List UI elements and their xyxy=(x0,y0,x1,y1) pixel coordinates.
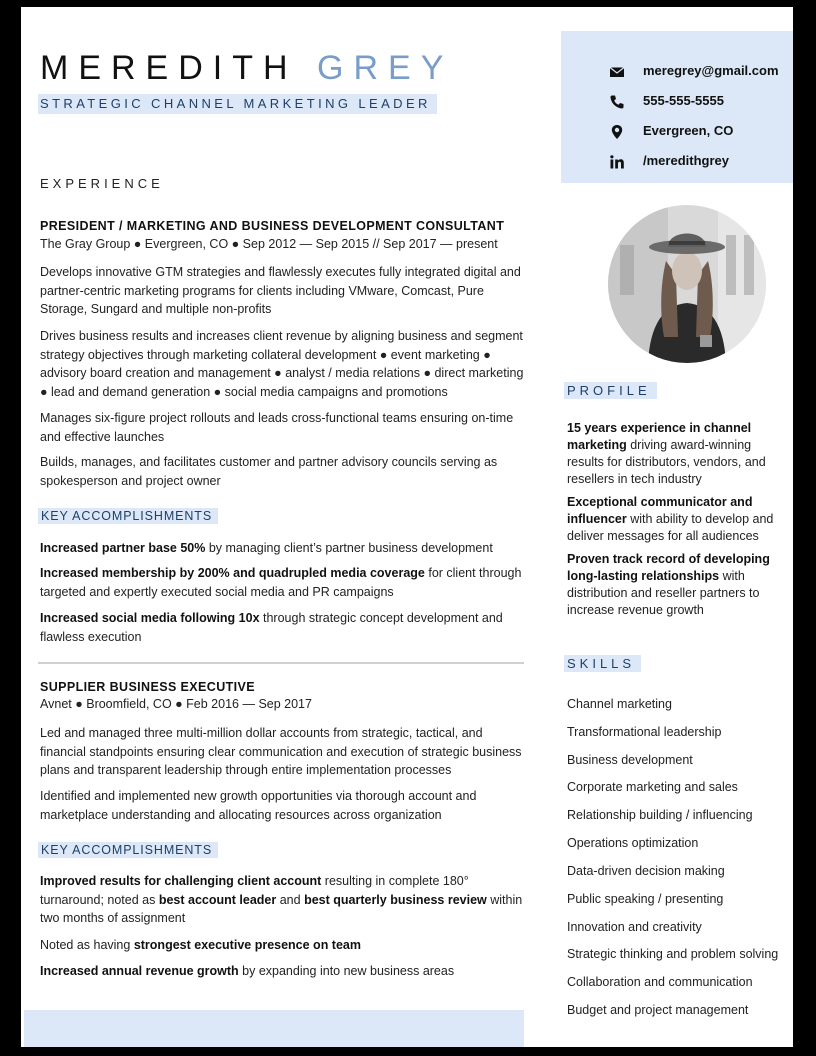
job-2-meta: Avnet ● Broomfield, CO ● Feb 2016 — Sep 2017 xyxy=(40,697,312,711)
last-name: GREY xyxy=(317,49,454,87)
resume-sheet xyxy=(21,7,793,1047)
envelope-icon xyxy=(609,64,625,80)
job-2-accomplishment-2: Noted as having strongest executive presence on team xyxy=(40,938,361,952)
skill-item: Strategic thinking and problem solving xyxy=(567,947,779,961)
linkedin-icon xyxy=(609,154,625,170)
skill-item: Public speaking / presenting xyxy=(567,892,724,906)
skill-item: Budget and project management xyxy=(567,1003,749,1017)
job-1-paragraph-1: Develops innovative GTM strategies and flawlessly executes fully integrated digital and partner-centric marketing programs for clients including VMware, Comcast, Pure Storage, Sungard and multiple non-profits xyxy=(40,265,521,316)
skill-item: Relationship building / influencing xyxy=(567,808,753,822)
job-1-paragraph-3: Manages six-figure project rollouts and leads cross-functional teams ensuring on-time and effective launches xyxy=(40,411,514,444)
profile-item-3: Proven track record of developing long-lasting relationships with distribution and reseller partners to increase revenue growth xyxy=(567,552,770,617)
job-2-paragraph-1: Led and managed three multi-million dollar accounts from strategic, tactical, and financial standpoints ensuring clear communication and execution of strategic business plans and transparent leadership through entire implementation processes xyxy=(40,726,522,777)
contact-phone[interactable] xyxy=(609,91,793,113)
map-pin-icon xyxy=(609,124,625,140)
linkedin-text: /meredithgrey xyxy=(643,153,729,168)
phone-icon xyxy=(609,94,625,110)
skill-item: Corporate marketing and sales xyxy=(567,780,738,794)
job-2-accomplishments-heading: KEY ACCOMPLISHMENTS xyxy=(38,842,218,858)
skill-item: Innovation and creativity xyxy=(567,920,702,934)
skills-heading: SKILLS xyxy=(564,655,641,672)
profile-photo xyxy=(608,205,766,363)
job-1-accomplishment-2: Increased membership by 200% and quadrupled media coverage for client through targeted and expertly executed social media and PR campaigns xyxy=(40,566,522,599)
location-text: Evergreen, CO xyxy=(643,123,734,138)
job-title: STRATEGIC CHANNEL MARKETING LEADER xyxy=(38,94,437,114)
first-name: MEREDITH xyxy=(40,49,298,87)
job-1-role: PRESIDENT / MARKETING AND BUSINESS DEVELOPMENT CONSULTANT xyxy=(40,219,505,233)
skill-item: Operations optimization xyxy=(567,836,699,850)
job-2-accomplishment-3: Increased annual revenue growth by expanding into new business areas xyxy=(40,964,455,978)
contact-location xyxy=(609,121,793,143)
job-2-paragraph-2: Identified and implemented new growth opportunities via thorough account and marketplace understanding and allocating resources across organization xyxy=(40,789,477,822)
section-divider xyxy=(38,662,524,664)
email-text: meregrey@gmail.com xyxy=(643,63,779,78)
contact-panel xyxy=(561,31,793,183)
profile-heading: PROFILE xyxy=(564,382,657,399)
experience-heading: EXPERIENCE xyxy=(40,176,164,191)
job-1-accomplishment-1: Increased partner base 50% by managing client’s partner business development xyxy=(40,541,493,555)
job-1-accomplishments-heading: KEY ACCOMPLISHMENTS xyxy=(38,508,218,524)
job-2-accomplishment-1: Improved results for challenging client account resulting in complete 180° turnaround; noted as best account leader and best quarterly business review within two months of assignment xyxy=(40,874,523,925)
skill-item: Channel marketing xyxy=(567,697,672,711)
skill-item: Data-driven decision making xyxy=(567,864,725,878)
footer-accent-bar xyxy=(24,1010,524,1047)
phone-text: 555-555-5555 xyxy=(643,93,724,108)
job-1-paragraph-2: Drives business results and increases client revenue by aligning business and segment strategy objectives through marketing collateral development ● event marketing ● advisory board creation and management ● analyst / media relations ● direct marketing ● lead and demand generation ● social media campaigns and promotions xyxy=(40,329,524,399)
contact-linkedin[interactable] xyxy=(609,151,793,173)
skill-item: Business development xyxy=(567,753,693,767)
job-2-role: SUPPLIER BUSINESS EXECUTIVE xyxy=(40,680,256,694)
profile-item-2: Exceptional communicator and influencer with ability to develop and deliver messages for all audiences xyxy=(567,495,774,543)
skill-item: Transformational leadership xyxy=(567,725,722,739)
skill-item: Collaboration and communication xyxy=(567,975,753,989)
candidate-name xyxy=(40,49,453,88)
contact-email[interactable] xyxy=(609,61,793,83)
profile-item-1: 15 years experience in channel marketing driving award-winning results for distributors, vendors, and resellers in tech industry xyxy=(567,421,766,486)
job-1-accomplishment-3: Increased social media following 10x through strategic concept development and flawless execution xyxy=(40,611,503,644)
job-1-paragraph-4: Builds, manages, and facilitates customer and partner advisory councils serving as spokesperson and project owner xyxy=(40,455,498,488)
job-1-meta: The Gray Group ● Evergreen, CO ● Sep 2012 — Sep 2015 // Sep 2017 — present xyxy=(40,237,498,251)
